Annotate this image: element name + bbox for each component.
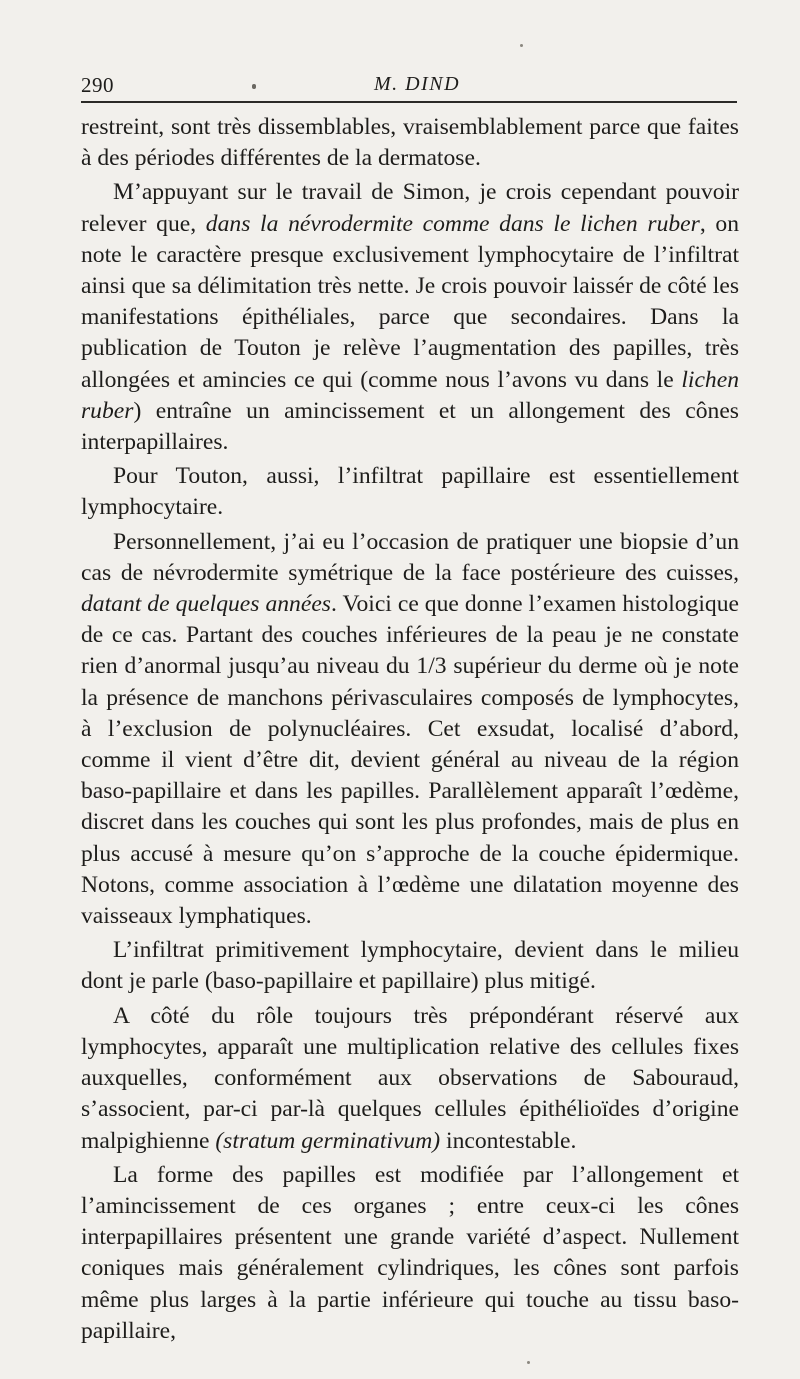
- text-run: La forme des papilles est modifiée par l’allongement et l’amincissement de ces organes ; entre ceux-ci les cônes interpapillaires présentent une grande variété d’aspect. Nullement coniques mais généralement cylindriques, les cônes sont parfois même plus larges à la partie inférieure qui touche au tissu baso-papillaire,: [81, 1161, 739, 1344]
- paper-speck: [527, 1361, 530, 1364]
- text-run: restreint, sont très dissemblables, vraisemblablement parce que faites à des périodes différentes de la dermatose.: [81, 114, 739, 172]
- italic-text-run: (stratum germinativum): [215, 1127, 441, 1154]
- body-text: [81, 112, 739, 1350]
- text-run: Pour Touton, aussi, l’infiltrat papillaire est essentiellement lymphocytaire.: [81, 463, 739, 521]
- paper-speck: [520, 44, 523, 47]
- paragraph: [81, 1001, 739, 1157]
- italic-text-run: datant de quelques années: [81, 591, 331, 618]
- paragraph: [81, 1160, 739, 1347]
- page-number: 290: [81, 73, 114, 97]
- paragraph: [81, 527, 739, 933]
- header-rule: [81, 101, 737, 103]
- text-run: M’appuyant sur le travail de Simon, je crois cependant pouvoir relever que,: [81, 179, 739, 237]
- text-run: incontestable.: [440, 1127, 577, 1154]
- paragraph: [81, 112, 739, 174]
- page-header: [81, 66, 737, 102]
- text-run: L’infiltrat primitivement lymphocytaire, devient dans le milieu dont je parle (baso-papillaire et papillaire) plus mitigé.: [81, 937, 739, 995]
- text-run: . Voici ce que donne l’examen histologique de ce cas. Partant des couches inférieures de la peau je ne constate rien d’anormal jusqu’au niveau du 1/3 supérieur du derme où je note la présence de manchons périvasculaires composés de lymphocytes, à l’exclusion de polynucléaires. Cet exsudat, localisé d’abord, comme il vient d’être dit, devient général au niveau de la région baso-papillaire et dans les papilles. Parallèlement apparaît l’œdème, discret dans les couches qui sont les plus profondes, mais de plus en plus accusé à mesure qu’on s’approche de la couche épidermique. Notons, comme association à l’œdème une dilatation moyenne des vaisseaux lymphatiques.: [81, 591, 739, 930]
- paragraph: [81, 177, 739, 458]
- text-run: Personnellement, j’ai eu l’occasion de pratiquer une biopsie d’un cas de névrodermite symétrique de la face postérieure des cuisses,: [81, 528, 739, 586]
- italic-text-run: dans la névrodermite comme dans le lichen ruber: [205, 210, 700, 237]
- text-run: ) entraîne un amincissement et un allongement des cônes interpapillaires.: [81, 397, 739, 456]
- italic-text-run: lichen ruber: [81, 366, 739, 424]
- text-run: A côté du rôle toujours très prépondérant réservé aux lymphocytes, apparaît une multiplication relative des cellules fixes auxquelles, conformément aux observations de Sabouraud, s’associent, par-ci par-là quelques cellules épithélioïdes d’origine malpighienne: [81, 1002, 739, 1154]
- paragraph: [81, 461, 739, 523]
- paragraph: [81, 935, 739, 997]
- running-head: M. DIND: [373, 73, 461, 95]
- text-run: , on note le caractère presque exclusivement lymphocytaire de l’infiltrat ainsi que sa délimitation très nette. Je crois pouvoir laissér de côté les manifestations épithéliales, parce que secondaires. Dans la publication de Touton je relève l’augmentation des papilles, très allongées et amincies ce qui (comme nous l’avons vu dans le: [81, 210, 740, 393]
